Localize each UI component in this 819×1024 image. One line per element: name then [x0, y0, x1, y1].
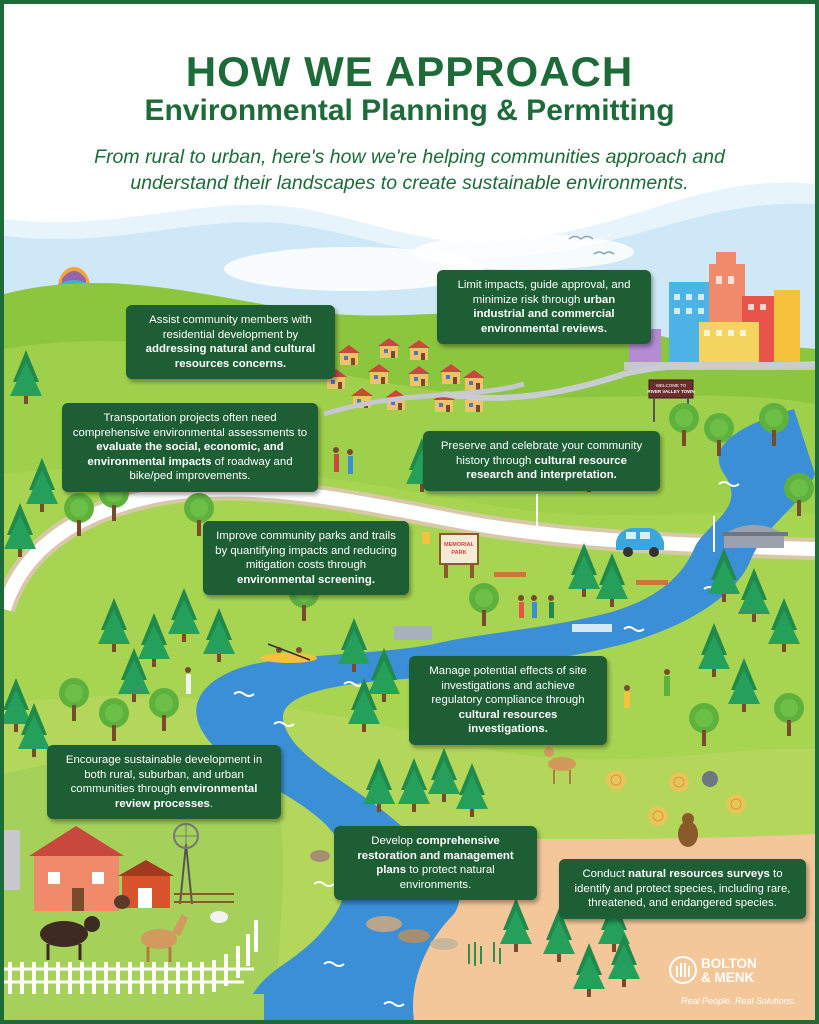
callout-sustainable-development — [47, 745, 281, 819]
bolton-menk-logo-icon — [669, 955, 697, 985]
page-subtitle: Environmental Planning & Permitting — [144, 94, 675, 127]
sheep-icon — [210, 911, 228, 923]
callout-text: Limit impacts, guide approval, and minimize risk through — [457, 279, 631, 306]
page-tagline: From rural to urban, here's how we're helping communities approach and understand their landscapes to create sustainable environments. — [94, 146, 725, 194]
town-sign-line1: WELCOME TO — [655, 383, 687, 388]
callout-emphasis: environmental review processes — [114, 783, 258, 810]
callout-restoration-plans — [334, 826, 537, 900]
callout-emphasis: cultural resource research and interpretation. — [466, 454, 627, 481]
callout-text: . — [209, 797, 214, 810]
callout-text: Develop — [371, 835, 417, 847]
callout-text: Preserve and celebrate your community history through — [440, 440, 643, 467]
callout-text: Conduct — [582, 868, 629, 880]
logo-tagline: Real People. Real Solutions. — [681, 996, 796, 1006]
callout-text: Transportation projects often need comprehensive environmental assessments to — [72, 412, 308, 439]
callout-text: Manage potential effects of site investigations and achieve regulatory compliance through — [429, 665, 587, 706]
callout-cultural-history — [423, 431, 660, 491]
town-sign-line2: RIVER VALLEY TOWN — [647, 389, 695, 394]
page-title: HOW WE APPROACH — [185, 48, 634, 95]
callout-emphasis: environmental screening. — [237, 573, 375, 586]
dock — [394, 626, 432, 640]
callout-text: Assist community members with residential development by — [149, 314, 312, 341]
hedgehog-icon — [702, 771, 718, 787]
callout-emphasis: urban industrial and commercial environmental reviews. — [473, 293, 616, 335]
logo-name: BOLTON & MENK — [701, 956, 757, 985]
park-sign-line2: PARK — [451, 550, 467, 556]
callout-emphasis: natural resources surveys — [628, 868, 770, 880]
callout-urban-industrial — [437, 270, 651, 344]
callout-transportation — [62, 403, 318, 492]
silo — [4, 830, 20, 890]
callout-site-investigations — [409, 656, 607, 745]
callout-parks-trails — [203, 521, 409, 595]
callout-residential — [126, 305, 335, 379]
callout-emphasis: cultural resources investigations. — [458, 708, 558, 735]
callout-text: Improve community parks and trails by quantifying impacts and reducing mitigation costs through — [215, 530, 397, 571]
callout-text: of roadway and bike/ped improvements. — [129, 455, 293, 482]
callout-emphasis: evaluate the social, economic, and environmental impacts — [87, 441, 284, 468]
turkey-icon — [114, 895, 130, 909]
picnic-blanket — [572, 624, 612, 632]
park-sign-line1: MEMORIAL — [444, 542, 474, 548]
callout-emphasis: addressing natural and cultural resources concerns. — [145, 343, 316, 370]
callout-text: to identify and protect species, including rare, threatened, and endangered species. — [574, 868, 791, 909]
callout-text: Encourage sustainable development in both rural, suburban, and urban communities through — [65, 754, 263, 795]
bench — [636, 580, 668, 585]
callout-emphasis: comprehensive restoration and management plans — [357, 835, 514, 876]
callout-text: to protect natural environments. — [399, 864, 495, 891]
callout-natural-resources — [559, 859, 806, 919]
bench — [494, 572, 526, 577]
